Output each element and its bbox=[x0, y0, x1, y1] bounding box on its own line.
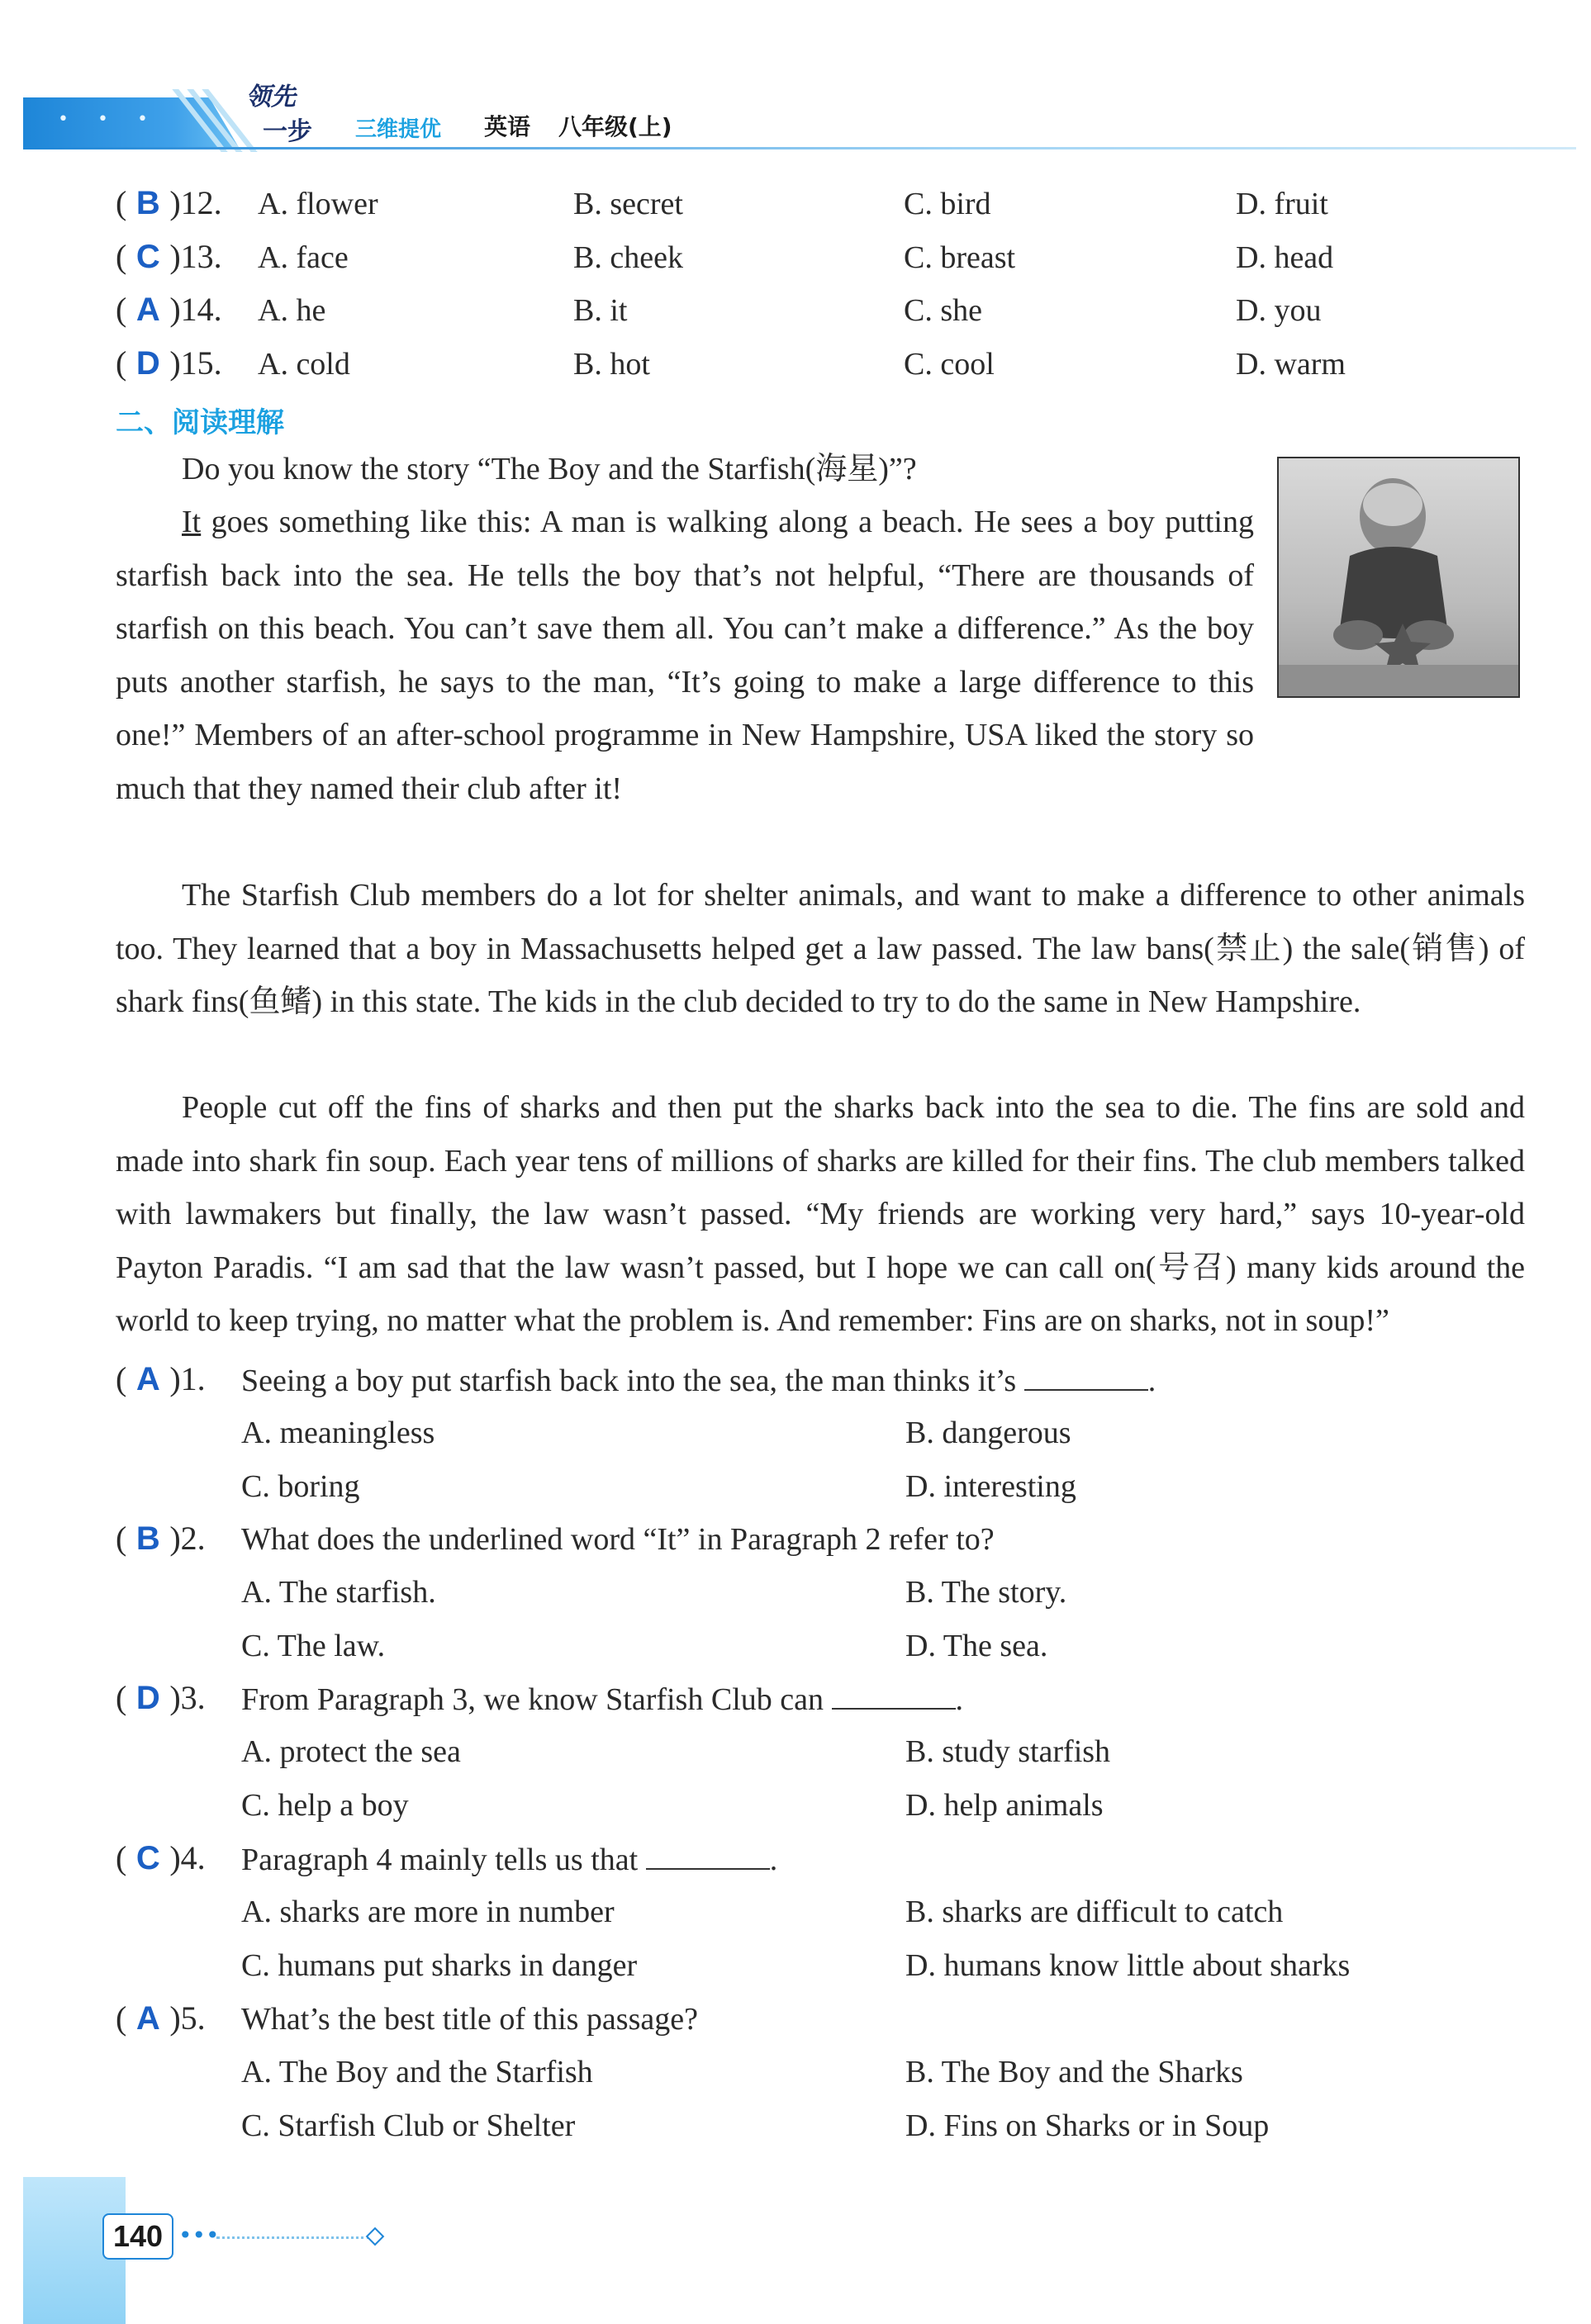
header-logo-bottom: 一步 bbox=[263, 117, 312, 146]
passage-p2-wrap bbox=[116, 496, 1254, 816]
passage-paragraph-4: People cut off the fins of sharks and then put the sharks back into the sea to die. The fins are sold and made into shark fin soup. Each year tens of millions of sharks are killed for their fins. The club members talked with lawmakers but finally, the law wasn’t passed. “My friends are working very hard,” says 10-year-old Payton Paradis. “I am sad that the law wasn’t passed, but I hope we can call on(号召) many kids around the world to keep trying, no matter what the problem is. And remember: Fins are on sharks, not in soup!” bbox=[116, 1090, 1525, 1339]
answer-blank bbox=[646, 1843, 770, 1870]
question-number: 13. bbox=[180, 238, 222, 275]
option-c: C. breast bbox=[904, 240, 1016, 275]
answer-letter: C bbox=[135, 1840, 160, 1876]
option-b: B. hot bbox=[573, 347, 650, 382]
passage-paragraph-3: The Starfish Club members do a lot for shelter animals, and want to make a difference to other animals too. They learned that a boy in Massachusetts helped get a law passed. The law bans(禁止) the sale(销售) of shark fins(鱼鳍) in this state. The kids in the club decided to try to do the same in New Hampshire. bbox=[116, 878, 1525, 1020]
answer-paren: ( C )4. bbox=[116, 1839, 206, 1876]
option-a: A. protect the sea bbox=[241, 1734, 461, 1769]
option-b: B. it bbox=[573, 293, 628, 328]
option-b: B. sharks are difficult to catch bbox=[905, 1895, 1284, 1929]
option-c: C. boring bbox=[241, 1469, 360, 1504]
question-number: 5. bbox=[180, 1999, 206, 2037]
section-title: 二、阅读理解 bbox=[116, 406, 284, 439]
option-d: D. help animals bbox=[905, 1788, 1104, 1823]
question-stem: What does the underlined word “It” in Paragraph 2 refer to? bbox=[241, 1522, 995, 1557]
question-stem: From Paragraph 3, we know Starfish Club can . bbox=[241, 1682, 963, 1717]
answer-letter: C bbox=[135, 239, 160, 275]
question-number: 1. bbox=[180, 1360, 206, 1397]
header-logo-top: 领先 bbox=[246, 83, 296, 111]
option-d: D. head bbox=[1236, 240, 1334, 275]
answer-letter: A bbox=[135, 1361, 160, 1397]
footer-dots: ••• bbox=[178, 2222, 220, 2249]
footer-diamond-icon bbox=[366, 2227, 385, 2246]
option-a: A. face bbox=[258, 240, 349, 275]
option-c: C. bird bbox=[904, 187, 991, 221]
option-c: C. cool bbox=[904, 347, 995, 382]
option-d: D. The sea. bbox=[905, 1629, 1048, 1663]
option-a: A. The Boy and the Starfish bbox=[241, 2055, 593, 2089]
question-number: 2. bbox=[180, 1520, 206, 1557]
option-c: C. help a boy bbox=[241, 1788, 409, 1823]
answer-blank bbox=[832, 1683, 956, 1710]
photo-illustration bbox=[1279, 458, 1518, 696]
question-number: 15. bbox=[180, 344, 222, 382]
question-number: 14. bbox=[180, 291, 222, 328]
boy-with-starfish-photo bbox=[1277, 457, 1520, 698]
question-number: 12. bbox=[180, 184, 222, 221]
answer-letter: D bbox=[135, 345, 160, 382]
page-number: 140 bbox=[102, 2213, 173, 2260]
passage-paragraph-2: It goes something like this: A man is walking along a beach. He sees a boy putting starfish back into the sea. He tells the boy that’s not helpful, “There are thousands of starfish on this beach. You can’t save them all. You can’t make a difference.” As the boy puts another starfish, he says to the man, “It’s going to make a large difference to this one!” Members of an after-school programme in New Hampshire, USA liked the story so much that they named their club after it! bbox=[116, 505, 1254, 806]
passage-p1 bbox=[116, 443, 1254, 496]
passage-paragraph-1: Do you know the story “The Boy and the Starfish(海星)”? bbox=[182, 452, 917, 486]
answer-paren: ( A )1. bbox=[116, 1360, 206, 1397]
option-d: D. Fins on Sharks or in Soup bbox=[905, 2108, 1270, 2143]
question-number: 3. bbox=[180, 1679, 206, 1716]
header-grade: 八年级(上) bbox=[558, 113, 672, 140]
question-number: 4. bbox=[180, 1839, 206, 1876]
option-d: D. interesting bbox=[905, 1469, 1076, 1504]
question-stem: Paragraph 4 mainly tells us that . bbox=[241, 1843, 778, 1877]
option-a: A. he bbox=[258, 293, 326, 328]
option-d: D. you bbox=[1236, 293, 1322, 328]
answer-paren: ( D )15. bbox=[116, 344, 222, 382]
answer-letter: D bbox=[135, 1680, 160, 1716]
answer-paren: ( D )3. bbox=[116, 1679, 206, 1716]
answer-letter: B bbox=[135, 185, 160, 221]
answer-paren: ( C )13. bbox=[116, 238, 222, 275]
underlined-it: It bbox=[182, 505, 202, 539]
answer-paren: ( B )12. bbox=[116, 184, 222, 221]
option-b: B. The Boy and the Sharks bbox=[905, 2055, 1243, 2089]
question-stem: Seeing a boy put starfish back into the sea, the man thinks it’s . bbox=[241, 1364, 1156, 1398]
header-dots: • • • bbox=[58, 109, 159, 130]
option-c: C. humans put sharks in danger bbox=[241, 1948, 638, 1983]
option-a: A. flower bbox=[258, 187, 378, 221]
answer-letter: A bbox=[135, 2000, 160, 2037]
passage-p4-wrap bbox=[116, 1081, 1525, 1348]
option-c: C. Starfish Club or Shelter bbox=[241, 2108, 576, 2143]
option-b: B. dangerous bbox=[905, 1416, 1071, 1450]
answer-paren: ( B )2. bbox=[116, 1520, 206, 1557]
option-d: D. fruit bbox=[1236, 187, 1328, 221]
answer-blank bbox=[1024, 1364, 1148, 1391]
header-subject: 英语 bbox=[484, 113, 531, 140]
option-c: C. The law. bbox=[241, 1629, 386, 1663]
option-d: D. warm bbox=[1236, 347, 1346, 382]
option-b: B. The story. bbox=[905, 1575, 1067, 1610]
answer-paren: ( A )14. bbox=[116, 291, 222, 328]
header-rule bbox=[23, 147, 1576, 149]
option-b: B. cheek bbox=[573, 240, 683, 275]
option-a: A. meaningless bbox=[241, 1416, 435, 1450]
answer-paren: ( A )5. bbox=[116, 1999, 206, 2037]
option-b: B. study starfish bbox=[905, 1734, 1111, 1769]
option-d: D. humans know little about sharks bbox=[905, 1948, 1351, 1983]
passage-p3-wrap bbox=[116, 869, 1525, 1029]
header-series: 三维提优 bbox=[355, 117, 442, 142]
option-a: A. sharks are more in number bbox=[241, 1895, 615, 1929]
question-stem: What’s the best title of this passage? bbox=[241, 2002, 698, 2037]
option-b: B. secret bbox=[573, 187, 683, 221]
option-a: A. The starfish. bbox=[241, 1575, 436, 1610]
footer-dotted-line bbox=[216, 2236, 370, 2239]
option-a: A. cold bbox=[258, 347, 350, 382]
answer-letter: B bbox=[135, 1520, 160, 1557]
option-c: C. she bbox=[904, 293, 982, 328]
answer-letter: A bbox=[135, 292, 160, 328]
